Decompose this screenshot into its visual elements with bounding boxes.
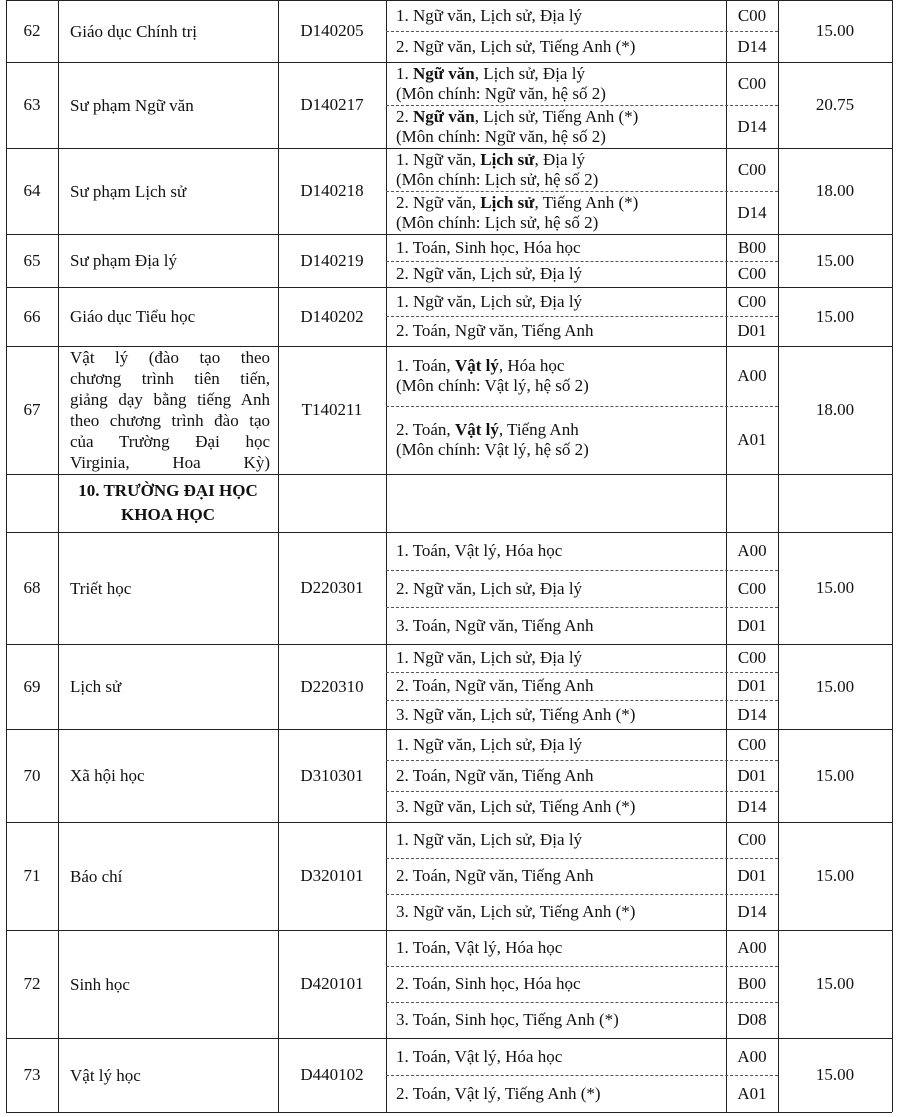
- program-code: D320101: [300, 866, 364, 885]
- subject-combination: [396, 648, 722, 668]
- combo-line: [396, 766, 722, 786]
- dashed-divider: [386, 316, 778, 317]
- combo-line: [396, 37, 722, 57]
- program-code: D310301: [300, 765, 364, 785]
- combo-text: 1. Ngữ văn, Lịch sử, Địa lý: [396, 648, 583, 667]
- row-number: 62: [23, 21, 41, 40]
- combo-line: [396, 974, 722, 994]
- column-border: [386, 729, 387, 822]
- program-name-line: chương trình tiên tiến,: [70, 369, 270, 388]
- program-name-line: Sư phạm Ngữ văn: [70, 95, 194, 115]
- section-heading: [58, 479, 278, 527]
- column-border: [6, 0, 7, 1112]
- combo-text: 1. Toán, Sinh học, Hóa học: [396, 237, 581, 257]
- combination-code: A01: [737, 1083, 767, 1103]
- program-name-line: Sinh học: [70, 974, 130, 994]
- dashed-divider: [386, 760, 778, 761]
- dashed-divider: [386, 570, 778, 571]
- column-border: [386, 822, 387, 930]
- column-border: [58, 729, 59, 822]
- combination-code: C00: [737, 5, 767, 25]
- subject-combination: [396, 107, 722, 147]
- program-name-line: giảng dạy bằng tiếng Anh: [70, 390, 270, 409]
- column-border: [386, 474, 387, 532]
- cutoff-score: 15.00: [815, 974, 855, 993]
- dashed-divider: [386, 1002, 778, 1003]
- cutoff-score: 15.00: [815, 578, 855, 597]
- row-border: [6, 644, 892, 645]
- combination-code: D14: [737, 796, 767, 816]
- dashed-divider: [386, 966, 778, 967]
- cutoff-score: 15.00: [815, 250, 855, 270]
- combination-code: D01: [737, 765, 767, 785]
- column-border: [58, 532, 59, 644]
- combo-text: 1. Ngữ văn, Lịch sử, Địa lý: [396, 830, 583, 849]
- combo-text: (Môn chính: Vật lý, hệ số 2): [396, 376, 589, 395]
- combo-line: [396, 127, 722, 147]
- column-border: [58, 62, 59, 148]
- row-number: 73: [23, 1065, 41, 1084]
- subject-combination: [396, 735, 722, 755]
- subject-combination: [396, 676, 722, 696]
- row-number: 63: [23, 95, 41, 114]
- combo-text: , Địa lý: [534, 149, 585, 169]
- program-name-line: Vật lý học: [70, 1065, 141, 1085]
- combo-text: 3. Ngữ văn, Lịch sử, Tiếng Anh (*): [396, 796, 636, 816]
- cutoff-score: 18.00: [815, 181, 855, 200]
- combo-line: [396, 541, 722, 561]
- combo-line: [396, 579, 722, 599]
- dashed-divider: [386, 894, 778, 895]
- combo-text: 3. Ngữ văn, Lịch sử, Tiếng Anh (*): [396, 902, 636, 921]
- combo-text: 1. Ngữ văn, Lịch sử, Địa lý: [396, 291, 583, 311]
- program-name: [70, 765, 270, 786]
- combo-line: [396, 866, 722, 886]
- row-border: [6, 287, 892, 288]
- combo-text: 1. Ngữ văn, Lịch sử, Địa lý: [396, 5, 583, 25]
- emphasized-subject: Vật lý: [454, 356, 499, 375]
- dashed-divider: [386, 406, 778, 407]
- combo-line: [396, 238, 722, 258]
- combo-text: 2. Ngữ văn,: [396, 192, 481, 212]
- dashed-divider: [386, 700, 778, 701]
- combo-text: 2. Toán, Vật lý, Tiếng Anh (*): [396, 1083, 601, 1103]
- program-name: [70, 676, 270, 697]
- combo-text: 2. Toán,: [396, 420, 455, 439]
- combination-code: A00: [737, 938, 767, 957]
- combo-text: 2.: [396, 106, 413, 126]
- program-name-line: Giáo dục Tiểu học: [70, 307, 196, 326]
- combination-code: A01: [737, 430, 767, 449]
- combination-code: C00: [737, 648, 767, 667]
- combo-text: , Hóa học: [498, 356, 565, 375]
- combo-line: [396, 440, 722, 460]
- combo-text: 1. Toán, Vật lý, Hóa học: [396, 1046, 563, 1066]
- combo-line: [396, 170, 722, 190]
- program-name: [70, 974, 270, 995]
- program-name-line: Sư phạm Địa lý: [70, 251, 177, 270]
- combo-text: 2. Ngữ văn, Lịch sử, Địa lý: [396, 264, 583, 283]
- combination-code: D14: [737, 902, 767, 921]
- combination-code: B00: [737, 237, 767, 257]
- program-code: D220301: [300, 578, 364, 597]
- combo-text: (Môn chính: Ngữ văn, hệ số 2): [396, 83, 606, 103]
- dashed-divider: [386, 672, 778, 673]
- column-border: [386, 532, 387, 644]
- program-name-line: Virginia, Hoa Kỳ): [70, 453, 270, 472]
- section-heading-line: 10. TRƯỜNG ĐẠI HỌC: [78, 481, 258, 500]
- subject-combination: [396, 321, 722, 341]
- row-border: [6, 474, 892, 475]
- combo-line: [396, 107, 722, 127]
- program-name-line: Triết học: [70, 578, 132, 598]
- program-code: D140205: [300, 21, 364, 40]
- subject-combination: [396, 238, 722, 258]
- row-border: [6, 0, 892, 1]
- dashed-divider: [386, 791, 778, 792]
- row-number: 65: [23, 250, 41, 270]
- program-name: [70, 95, 270, 116]
- program-name-line: của Trường Đại học: [70, 432, 270, 451]
- combo-text: 1. Toán, Vật lý, Hóa học: [396, 541, 563, 560]
- combo-text: 1.: [396, 63, 413, 83]
- row-border: [6, 729, 892, 730]
- column-border: [58, 0, 59, 62]
- combo-text: (Môn chính: Ngữ văn, hệ số 2): [396, 126, 606, 146]
- subject-combination: [396, 766, 722, 786]
- subject-combination: [396, 616, 722, 636]
- program-name-line: theo chương trình đào tạo: [70, 411, 270, 430]
- column-border: [892, 0, 893, 1112]
- combo-text: , Lịch sử, Địa lý: [474, 63, 585, 83]
- row-number: 66: [23, 306, 41, 326]
- subject-combination: [396, 150, 722, 190]
- combination-code: D14: [737, 202, 767, 222]
- program-name-line: Xã hội học: [70, 766, 145, 785]
- combination-code: C00: [737, 734, 767, 754]
- combination-code: C00: [737, 73, 767, 93]
- cutoff-score: 20.75: [815, 95, 855, 114]
- program-code: T140211: [301, 400, 363, 419]
- subject-combination: [396, 64, 722, 104]
- combination-code: D14: [737, 116, 767, 136]
- program-name: [70, 250, 270, 271]
- combination-code: B00: [737, 974, 767, 993]
- program-name: [70, 181, 270, 202]
- combination-code: D08: [737, 1010, 767, 1029]
- column-border: [278, 474, 279, 532]
- combo-line: [396, 1010, 722, 1030]
- combination-code: A00: [737, 1046, 767, 1066]
- combo-line: [396, 150, 722, 170]
- column-border: [778, 474, 779, 532]
- combination-code: D01: [737, 676, 767, 695]
- combo-line: [396, 213, 722, 233]
- subject-combination: [396, 264, 722, 284]
- combo-line: [396, 616, 722, 636]
- row-border: [6, 532, 892, 533]
- combination-code: A00: [737, 366, 767, 385]
- program-code: D220310: [300, 676, 364, 696]
- combo-text: (Môn chính: Lịch sử, hệ số 2): [396, 212, 599, 232]
- cutoff-score: 15.00: [815, 1065, 855, 1084]
- dashed-divider: [386, 858, 778, 859]
- combination-code: D01: [737, 321, 767, 340]
- combo-line: [396, 420, 722, 440]
- emphasized-subject: Lịch sử: [480, 192, 535, 212]
- subject-combination: [396, 866, 722, 886]
- dashed-divider: [386, 261, 778, 262]
- combination-code: D14: [737, 704, 767, 724]
- combination-code: A00: [737, 541, 767, 560]
- program-name: [70, 578, 270, 599]
- subject-combination: [396, 1084, 722, 1104]
- combination-code: C00: [737, 830, 767, 849]
- emphasized-subject: Ngữ văn: [413, 106, 475, 126]
- combo-text: 2. Toán, Ngữ văn, Tiếng Anh: [396, 321, 594, 340]
- row-number: 67: [23, 400, 41, 419]
- row-border: [6, 234, 892, 235]
- combination-code: C00: [737, 159, 767, 179]
- combo-text: 2. Toán, Ngữ văn, Tiếng Anh: [396, 866, 594, 885]
- combo-text: 1. Toán, Vật lý, Hóa học: [396, 938, 563, 957]
- combo-line: [396, 1084, 722, 1104]
- cutoff-score: 18.00: [815, 400, 855, 419]
- program-name: [70, 1065, 270, 1086]
- emphasized-subject: Ngữ văn: [413, 63, 475, 83]
- program-name: [70, 866, 270, 887]
- program-code: D140218: [300, 181, 364, 200]
- combo-text: , Tiếng Anh: [498, 420, 579, 439]
- subject-combination: [396, 541, 722, 561]
- combo-line: [396, 830, 722, 850]
- program-name-line: Sư phạm Lịch sử: [70, 181, 187, 201]
- combo-line: [396, 84, 722, 104]
- program-code: D420101: [300, 974, 364, 993]
- column-border: [58, 822, 59, 930]
- combo-line: [396, 193, 722, 213]
- combo-text: 2. Ngữ văn, Lịch sử, Tiếng Anh (*): [396, 36, 636, 56]
- column-border: [58, 930, 59, 1038]
- column-border: [58, 1038, 59, 1112]
- row-number: 70: [23, 765, 41, 785]
- combo-line: [396, 356, 722, 376]
- combination-code: C00: [737, 264, 767, 283]
- combination-code: D01: [737, 615, 767, 635]
- combo-text: (Môn chính: Vật lý, hệ số 2): [396, 440, 589, 459]
- subject-combination: [396, 1047, 722, 1067]
- subject-combination: [396, 974, 722, 994]
- cutoff-score: 15.00: [815, 21, 855, 40]
- combo-text: 1. Ngữ văn,: [396, 149, 481, 169]
- row-number: 71: [23, 866, 41, 885]
- combo-text: 3. Ngữ văn, Lịch sử, Tiếng Anh (*): [396, 704, 636, 724]
- subject-combination: [396, 902, 722, 922]
- combination-code: C00: [737, 578, 767, 598]
- subject-combination: [396, 797, 722, 817]
- column-border: [58, 346, 59, 474]
- combination-code: C00: [737, 291, 767, 311]
- combo-line: [396, 321, 722, 341]
- combo-line: [396, 735, 722, 755]
- combo-line: [396, 938, 722, 958]
- combo-text: (Môn chính: Lịch sử, hệ số 2): [396, 169, 599, 189]
- column-border: [58, 287, 59, 346]
- row-number: 69: [23, 676, 41, 696]
- subject-combination: [396, 292, 722, 312]
- subject-combination: [396, 1010, 722, 1030]
- program-name: [70, 347, 270, 473]
- subject-combination: [396, 356, 722, 396]
- combo-text: 2. Toán, Ngữ văn, Tiếng Anh: [396, 765, 594, 785]
- program-name-line: Giáo dục Chính trị: [70, 21, 198, 41]
- table-grid: [6, 0, 892, 1112]
- combo-text: 2. Toán, Sinh học, Hóa học: [396, 974, 581, 993]
- cutoff-score: 15.00: [815, 676, 855, 696]
- program-name: [70, 306, 270, 327]
- combo-text: , Lịch sử, Tiếng Anh (*): [474, 106, 639, 126]
- combo-line: [396, 705, 722, 725]
- combo-text: 2. Toán, Ngữ văn, Tiếng Anh: [396, 676, 594, 695]
- program-name-line: Báo chí: [70, 866, 123, 886]
- subject-combination: [396, 579, 722, 599]
- combo-line: [396, 292, 722, 312]
- subject-combination: [396, 830, 722, 850]
- row-border: [6, 930, 892, 931]
- combo-line: [396, 902, 722, 922]
- program-code: D140202: [300, 306, 364, 326]
- column-border: [386, 644, 387, 729]
- emphasized-subject: Vật lý: [454, 420, 499, 439]
- combo-line: [396, 64, 722, 84]
- column-border: [386, 346, 387, 474]
- row-number: 72: [23, 974, 41, 993]
- program-code: D140219: [300, 250, 364, 270]
- cutoff-score: 15.00: [815, 306, 855, 326]
- column-border: [58, 234, 59, 287]
- row-border: [6, 1112, 892, 1113]
- combo-text: 1. Toán,: [396, 356, 455, 375]
- combo-line: [396, 676, 722, 696]
- combo-text: 3. Toán, Ngữ văn, Tiếng Anh: [396, 615, 594, 635]
- combo-text: 3. Toán, Sinh học, Tiếng Anh (*): [396, 1010, 619, 1029]
- combo-text: 2. Ngữ văn, Lịch sử, Địa lý: [396, 578, 583, 598]
- section-heading-line: KHOA HỌC: [121, 505, 215, 524]
- combo-text: , Tiếng Anh (*): [534, 192, 639, 212]
- subject-combination: [396, 193, 722, 233]
- subject-combination: [396, 938, 722, 958]
- cutoff-score: 15.00: [815, 866, 855, 885]
- combination-code: D14: [737, 36, 767, 56]
- program-name-line: Lịch sử: [70, 677, 122, 696]
- subject-combination: [396, 6, 722, 26]
- combo-line: [396, 6, 722, 26]
- subject-combination: [396, 37, 722, 57]
- column-border: [386, 930, 387, 1038]
- cutoff-score: 15.00: [815, 765, 855, 785]
- program-name: [70, 21, 270, 42]
- column-border: [726, 474, 727, 532]
- combo-line: [396, 648, 722, 668]
- dashed-divider: [386, 31, 778, 32]
- combo-text: 1. Ngữ văn, Lịch sử, Địa lý: [396, 734, 583, 754]
- dashed-divider: [386, 1075, 778, 1076]
- combo-line: [396, 797, 722, 817]
- emphasized-subject: Lịch sử: [480, 149, 535, 169]
- combination-code: D01: [737, 866, 767, 885]
- column-border: [58, 644, 59, 729]
- program-name-line: Vật lý (đào tạo theo: [70, 348, 270, 367]
- program-code: D140217: [300, 95, 364, 114]
- subject-combination: [396, 705, 722, 725]
- combo-line: [396, 376, 722, 396]
- dashed-divider: [386, 607, 778, 608]
- row-border: [6, 822, 892, 823]
- column-border: [58, 148, 59, 234]
- combo-line: [396, 1047, 722, 1067]
- row-border: [6, 1038, 892, 1039]
- row-number: 68: [23, 578, 41, 597]
- row-number: 64: [23, 181, 41, 200]
- combo-line: [396, 264, 722, 284]
- subject-combination: [396, 420, 722, 460]
- program-code: D440102: [300, 1065, 364, 1084]
